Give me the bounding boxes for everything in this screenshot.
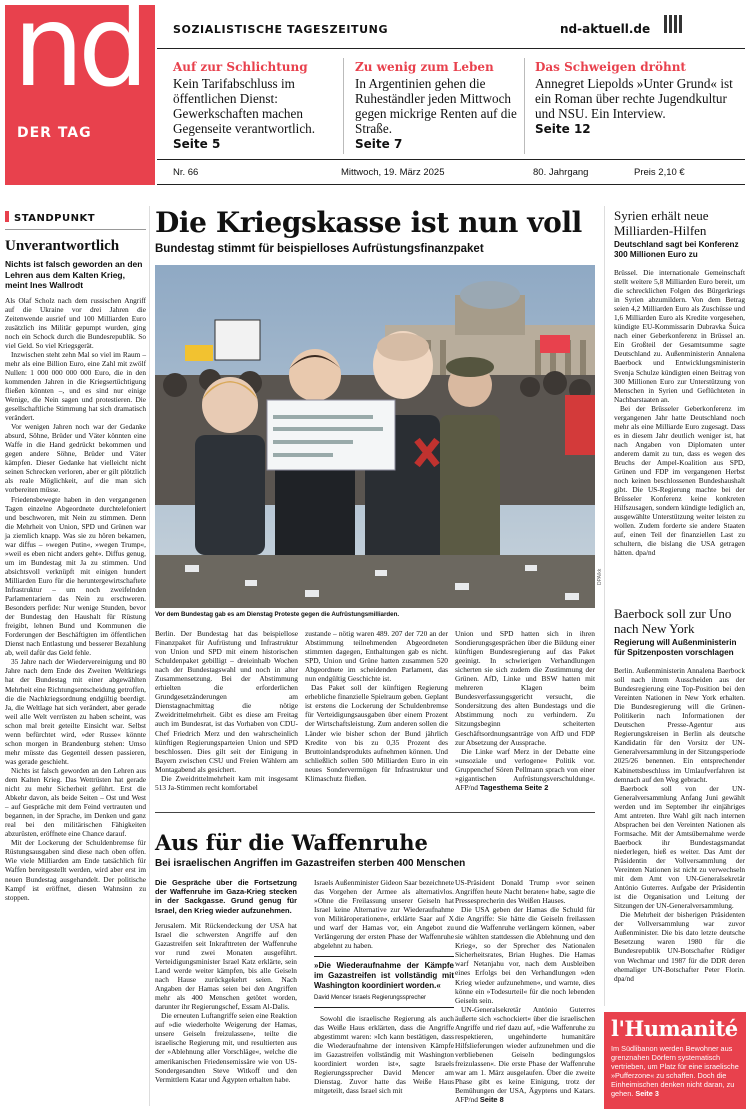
paragraph: Bei der Brüsseler Geberkonferenz im vergangenen Jahr hatte Deutschland noch mehr als eine Milliarde Euro zugesagt. Dass es in diesem Jahr deutlich weniger ist, hat nach Angaben von Diplomaten unter anderem damit zu tun, dass es wegen des Bruchs der Ampel-Koalition aus SPD, Grünen und FDP im vergangenen Herbst noch keinen beschlossenen Bundeshaushalt gibt. Die US-Regierung machte bei der Brüsseler Konferenz keine konkreten Hilfszusagen, sondern kündigte lediglich an, ausgewählte Unterstützung weiter leisten zu wollen. Zudem forderte sie andere Staaten auf, einen Teil der finanziellen Last zu schultern, die bislang die USA getragen hätten. dpa/nd bbox=[614, 403, 745, 558]
divider-section bbox=[155, 812, 595, 813]
paragraph: Als Olaf Scholz nach dem russischen Angriff auf die Ukraine vor drei Jahren die Zeitenwende ausrief und 100 Milliarden Euro zusätzlich ins Militär gepumpt wurden, ging noch ein Schock durch die Bundesrepublik. So viel Geld. So viel Kriegsgerät. bbox=[5, 295, 146, 350]
paragraph: Sowohl die israelische Regierung als auch das Weiße Haus erklärten, dass die Angriffe abgestimmt waren: »Ich kann bestätigen, dass die Wiederaufnahme der intensiven Kämpfe im Gazastreifen vollständig mit Washington koordiniert worden ist«, sagte Israels Regierungssprecher David Mencer am Dienstag. Zuvor hatte das Weiße Haus mitgeteilt, dass Israel sich mit bbox=[314, 1013, 454, 1096]
paragraph: zustande – nötig waren 489. 207 der 720 an der Abstimmung teilnehmenden Abgeordneten stimmten dagegen, Enthaltungen gab es nicht. SPD, Union und Grüne hatten zusammen 520 Abgeordnete im scheidenden Parlament, das nun endgültig Geschichte ist. bbox=[305, 629, 448, 684]
baerbock-article bbox=[614, 607, 745, 983]
page-ref[interactable]: Seite 8 bbox=[479, 1095, 504, 1105]
lead-headline[interactable]: Die Kriegskasse ist nun voll bbox=[155, 206, 582, 239]
pull-quote bbox=[314, 956, 454, 1007]
nd-logo[interactable] bbox=[5, 0, 155, 185]
page-ref[interactable]: Tagesthema Seite 2 bbox=[479, 782, 549, 792]
teaser-3[interactable] bbox=[535, 60, 745, 136]
lead-photo[interactable] bbox=[155, 265, 595, 608]
syria-title[interactable]: Syrien erhält neue Milliarden-Hilfen bbox=[614, 208, 709, 238]
logo-text: nd bbox=[13, 0, 144, 112]
paragraph: Die erneuten Luftangriffe seien eine Reaktion auf »die wiederholte Weigerung der Hamas, unsere Geiseln freizulassen«, teilte die israelische Regierung mit, und resultierten aus der »Ablehnung aller Vorschläge«, welche die amerikanischen Friedensemissäre wie von US-Sondergesandten Steve Witkoff und den Vermittlern Katar und Ägypten erhalten habe. bbox=[155, 1011, 297, 1084]
author-sign: AFP/nd bbox=[455, 782, 479, 792]
standpunkt-body bbox=[5, 296, 146, 902]
paragraph: UN-Generalsekretär António Guterres äußerte sich »schockiert« über die israelischen Angriffe und rief dazu auf, »die Waffenruhe zu respektieren, ungehinderte humanitäre Hilfslieferungen wieder aufzunehmen und die verbliebenen Geiseln bedingungslos freizulassen«. Die erste Phase der Waffenruhe war am 1. März ausgelaufen. Über die zweite Phase gibt es keine Einigung, trotz der Bemühungen der USA, Ägyptens und Katars. AFP/nd Seite 8 bbox=[455, 1004, 595, 1105]
accent-bar bbox=[5, 211, 9, 222]
author-sign: dpa/nd bbox=[614, 973, 634, 983]
paragraph: Vor wenigen Jahren noch war der Gedanke absurd, Söhne, Brüder und Väter könnten eine Waffe in die Hand gedrückt bekommen und gegen andere Söhne, Brüder und Väter kämpfen. Dieser Gedanke hat vielleicht nicht seinen Schrecken verloren, aber er gilt plötzlich als reale Möglichkeit, auf die man sich vorbereiten müsse. bbox=[5, 422, 146, 495]
paragraph: Israels Außenminister Gideon Saar bezeichnete das Vorgehen der Armee als alternativlos. »Ohne die Freilassung unserer Geiseln hat Israel keine Alternative zur Wiederaufnahme von Militäroperationen«, erklärte Saar auf X und warf der Hamas vor, ein Angebot zu Verlängerung der ersten Phase der Waffenruhe abgelehnt zu haben. bbox=[314, 878, 454, 951]
paragraph: Berlin. Außenministerin Annalena Baerbock soll nach ihrem Ausscheiden aus der Bundesregierung eine Top-Position bei den Vereinten Nationen in New York erhalten. Die Bundesregierung will die Grünen-Politikerin nach Informationen der Deutschen Presse-Agentur aus Regierungskreisen in Berlin als deutsche Kandidatin für den Vorsitz der UN-Generalversammlung in der Sitzungsperiode 2025/26 benennen. Ein entsprechender Kabinettsbeschluss im Umlaufverfahren ist demnach auf den Weg gebracht. bbox=[614, 666, 745, 784]
standpunkt-deck: Nichts ist falsch geworden an den Lehren aus dem Kalten Krieg, meint Ines Wallrodt bbox=[5, 259, 143, 290]
teaser-body: Annegret Liepolds »Unter Grund« ist ein Roman über rechte Jugendkultur und NSU. Ein Interview. bbox=[535, 76, 733, 121]
photo-credit: DPA/kk bbox=[597, 568, 603, 585]
teaser-page: Seite 12 bbox=[535, 122, 591, 136]
newspaper-subtitle: SOZIALISTISCHE TAGESZEITUNG bbox=[173, 23, 389, 36]
issue-price: Preis 2,10 € bbox=[634, 167, 685, 178]
issue-volume: 80. Jahrgang bbox=[533, 167, 589, 178]
teaser-2[interactable] bbox=[355, 60, 525, 151]
page-ref: Seite 3 bbox=[635, 1089, 659, 1098]
paragraph: Die Linke warf Merz in der Debatte eine »unsoziale und verlogene« Politik vor. Gruppenchef Sören Pellmann sprach von einer »gigantischen Aufrüstungsverschuldung«. AFP/nd Tagesthema Seite 2 bbox=[455, 746, 595, 792]
humanite-text: Im Südlibanon werden Bewohner aus grenznahen Dörfern systematisch vertrieben, um Platz für eine israelische »Pufferzone« zu schaffen. Doch die Einheimischen denken nicht daran, zu gehen. Seite 3 bbox=[611, 1044, 739, 1098]
lead-col-3 bbox=[455, 629, 595, 792]
photo-caption: Vor dem Bundestag gab es am Dienstag Proteste gegen die Aufrüstungsmilliarden. bbox=[155, 611, 400, 618]
humanite-box[interactable] bbox=[604, 1012, 746, 1109]
quote-text: »Die Wiederaufnahme der Kämpfe im Gazastreifen ist vollständig mit Washington koordiniert worden.« bbox=[314, 961, 454, 990]
divider-left bbox=[5, 229, 146, 230]
paragraph: Die Mehrheit der bisherigen Präsidenten der Vollversammlung war zuvor Außenminister. Die bis dato letzte deutsche Besetzung waren 1980 für die Bundesrepublik UN-Botschafter Rüdiger von Wechmar und 1987 für die DDR deren ehemaliger UN-Botschafter Peter Florin. dpa/nd bbox=[614, 910, 745, 983]
paragraph: Das Paket soll der künftigen Regierung erhebliche finanzielle Spielraum geben. Geplant ist erstens die Lockerung der Schuldenbremse für Verteidigungsausgaben über einem Prozent der Wirtschaftsleistung. Zum anderen sollen die Länder wie bisher schon der Bund jährlich Kredite von bis zu 0,35 Prozent des Bruttoinlandsprodukts aufnehmen können. Und schließlich sollen 500 Milliarden Euro in ein neues Sondervermögen für Infrastruktur und Klimaschutz fließen. bbox=[305, 683, 448, 783]
second-subhead: Bei israelischen Angriffen im Gazastreifen sterben 400 Menschen bbox=[155, 858, 466, 869]
second-lead: Die Gespräche über die Fortsetzung der Waffenruhe im Gaza-Krieg stecken in der Sackgasse. Grund genug für Israel, den Krieg wieder aufzunehmen. bbox=[155, 878, 297, 915]
paragraph: Inzwischen steht zehn Mal so viel im Raum – mehr als eine Billion Euro, eine Zahl mit zwölf Nullen: 1 000 000 000 000 Euro, die in den kommenden Jahren in die Kriegsertüchtigung fließen könnten –, und es sind nur einige Wenige, die Nein sagen und protestieren. Die gesellschaftliche Stimmung hat sich dramatisch verändert. bbox=[5, 349, 146, 423]
paragraph: US-Präsident Donald Trump »vor seinen Angriffen heute Nacht beraten« habe, sagte die Pressesprecherin des Weißen Hauses. bbox=[455, 878, 595, 906]
second-col-3 bbox=[455, 878, 595, 1104]
author-sign: AFP/nd bbox=[455, 1095, 479, 1105]
teaser-body: In Argentinien gehen die Ruheständler jeden Mittwoch gegen mickrige Renten auf die Straße. bbox=[355, 76, 517, 136]
teaser-separator bbox=[343, 58, 344, 154]
teaser-1[interactable] bbox=[173, 60, 343, 151]
paragraph: Die USA geben der Hamas die Schuld für die Angriffe: Sie hätte die Geiseln freilassen und die Waffenruhe verlängern können, »aber sie wählten stattdessen die Ablehnung und den Krieg«, so der Sprecher des Nationalen Sicherheitsrates, Brian Hughes. Die Hamas warf Netanjahu vor, nach dem Ausbleiben eines Erfolgs bei den Verhandlungen »den Krieg wieder aufzunehmen«, und warnte, dies könne ein »Todesurteil« für die noch lebenden Geiseln sein. bbox=[455, 905, 595, 1005]
paragraph: Nichts ist falsch geworden an den Lehren aus dem Kalten Krieg. Das Wettrüsten hat gerade nicht zu mehr Sicherheit geführt. Erst die Abkehr davon, als beide Seiten – Ost und West – auf Gespräche mit dem Feind vertrauten und begannen, in der Sprache, im Denken und ganz real bei den militärischen Fähigkeiten abzurüsten, eröffnete eine Chance darauf. bbox=[5, 765, 146, 839]
teaser-page: Seite 7 bbox=[355, 137, 403, 151]
divider-issue-top bbox=[157, 159, 745, 160]
standpunkt-title[interactable]: Unverantwortlich bbox=[5, 238, 120, 254]
divider-top bbox=[157, 48, 745, 49]
paragraph: Union und SPD hatten sich in ihren Sondierungsgesprächen über die Bildung einer künftigen Bundesregierung auf das Paket geeinigt. In schwierigen Verhandlungen sicherten sie sich zudem die Zustimmung der Grünen. AfD, Linke und BSW hatten mit mehreren Klagen beim Bundesverfassungsgericht versucht, die Sondersitzung des alten Bundestags und die Abstimmung noch zu verhindern. Zu Sitzungsbeginn scheiterten Geschäftsordnungsanträge von AfD und FDP zur Absetzung der Aussprache. bbox=[455, 629, 595, 747]
quote-author: David Mencer Israels Regierungssprecher bbox=[314, 994, 427, 1001]
baerbock-title[interactable]: Baerbock soll zur Uno nach New York bbox=[614, 606, 732, 636]
syria-body bbox=[614, 268, 745, 558]
standpunkt-label: STANDPUNKT bbox=[5, 211, 95, 224]
paragraph: Jerusalem. Mit Rückendeckung der USA hat Israel die schwersten Angriffe auf den Gazastreifen seit Inkrafttreten der Waffenruhe vor rund zwei Monaten ausgeführt. Verteidigungsminister Israel Katz erklärte, sein Land werde weiter kämpfen, bis alle Geiseln nach Hause zurückgekehrt seien. Nach Angaben der Hamas seien bei den Angriffen mehr als 400 Menschen getötet worden, darunter ihr Regierungschef, Essam Al-Dalis. bbox=[155, 920, 297, 1012]
column-separator bbox=[604, 206, 605, 1006]
second-headline[interactable]: Aus für die Waffenruhe bbox=[155, 830, 428, 855]
syria-deck: Deutschland sagt bei Konferenz 300 Millionen Euro zu bbox=[614, 240, 739, 259]
teaser-separator bbox=[524, 58, 525, 154]
paragraph: Die Zweidrittelmehrheit kam mit insgesamt 513 Ja-Stimmen recht komfortabel bbox=[155, 773, 298, 792]
column-separator bbox=[149, 206, 150, 1106]
lead-subhead: Bundestag stimmt für beispielloses Aufrüstungsfinanzpaket bbox=[155, 243, 484, 255]
issue-date: Mittwoch, 19. März 2025 bbox=[341, 167, 445, 178]
paragraph: Mit der Lockerung der Schuldenbremse für Rüstungsausgaben sind diese nach oben offen. Wie viele Milliarden am Ende tatsächlich für Waffen bereitgestellt werden, wird aber erst im neuen Bundestag ausgehandelt. Der politische Kampf ist eröffnet, diesen Wahnsinn zu stoppen. bbox=[5, 838, 146, 902]
paragraph: Baerbock soll von der UN-Generalversammlung Anfang Juni gewählt werden und im September ihr einjähriges Amt antreten. Ihre Wahl gilt nach internen Absprachen bei den Vereinten Nationen als Formsache. Mit der Amtsübernahme werde Baerbock ihr Bundestagsmandat niederlegen, hieß es weiter. Das Amt der Präsidentin der Vollversammlung der Vereinten Nationen ist nicht zu verwechseln mit dem Amt von UN-Generalsekretär António Guterres. Aufgabe der Präsidentin ist die Organisation und Leitung der Sitzungen der UN-Generalversammlung. bbox=[614, 783, 745, 911]
paragraph: Friedensbewegte haben in den vergangenen Tagen einzelne Abgeordnete durchtelefoniert und beschworen, mit Nein zu stimmen. Denn die Mehrheit von Union, SPD und Grünen war ja ziemlich knapp. Was sie zu hören bekamen, war diffus – »wegen Putin«, »wegen Trump«, »weil es eben nicht anders geht«. Diffus genug, um im Bundestag mit Ja zu stimmen. Und absichtsvoll verknüpft mit einigen hundert Milliarden Euro für die heruntergewirtschaftete Infrastruktur – um noch zweifelnden Parlamentariern das Nein zu erschweren. Besonders perfide: Nur wenige Stunden, bevor der Bundestag den Haushalt für Rüstung freigibt, lehnen Bund und Kommunen die Forderungen der Beschäftigten im öffentlichen Dienst nach Entlastung und besserer Bezahlung ab, weil dafür das Geld fehle. bbox=[5, 494, 146, 658]
issue-number: Nr. 66 bbox=[173, 167, 199, 178]
author-sign: dpa/nd bbox=[635, 548, 656, 558]
teaser-page: Seite 5 bbox=[173, 137, 221, 151]
standpunkt-article bbox=[5, 238, 146, 902]
lead-col-1 bbox=[155, 629, 298, 792]
humanite-logo: l'Humanité bbox=[611, 1016, 738, 1041]
teaser-kicker: Auf zur Schlichtung bbox=[173, 60, 308, 74]
logo-subtitle: DER TAG bbox=[17, 125, 92, 141]
divider-issue-bottom bbox=[157, 184, 745, 185]
teaser-kicker: Das Schweigen dröhnt bbox=[535, 60, 686, 74]
paragraph: Brüssel. Die internationale Gemeinschaft stellt weitere 5,8 Milliarden Euro bereit, um die schrecklichen Folgen des Bürgerkriegs in Syrien abzumildern. Von dem Betrag seien 4,2 Milliarden Euro als Zuschüsse und 1,6 Milliarden Euro als Kredite vorgesehen, kündigte EU-Kommissarin Dubravka Šuica nach einer Geberkonferenz in Brüssel an. Ein Großteil der Gesamtsumme sagte Deutschland zu. Außenministerin Annalena Baerbock und Entwicklungsministerin Svenja Schulze kündigten einen Beitrag von 300 Millionen Euro zur Unterstützung von Menschen in Syrien und Geflüchteten in Nachbarstaaten an. bbox=[614, 268, 745, 404]
syria-article bbox=[614, 209, 745, 558]
teaser-body: Kein Tarifabschluss im öffentlichen Dienst: Gewerkschaften machen Gegenseite verantwortlich. bbox=[173, 76, 316, 136]
paragraph: 35 Jahre nach der Wiedervereinigung und 80 Jahre nach dem Ende des Zweiten Weltkriegs hat der Bundestag mit einer abgewählten Mehrheit eine Richtungsentscheidung getroffen, die die Nachkriegsordnung endgültig beerdigt. Ja, die Weltlage hat sich verändert, aber gerade weil alle Welt verrüsten zu haben scheint, was schon mal breit geteilte Einsicht war. Selbst wenn befürchtet wird, »der Russe« könnte schon morgen in Brandenburg stehen: Umso mehr müsste das Gegenteil dessen passieren, was gerade geschieht. bbox=[5, 657, 146, 766]
second-col-1 bbox=[155, 878, 297, 1084]
baerbock-body bbox=[614, 666, 745, 983]
teaser-kicker: Zu wenig zum Leben bbox=[355, 60, 494, 74]
baerbock-deck: Regierung will Außenministerin für Spitzenposten vorschlagen bbox=[614, 638, 737, 657]
protest-photo-illustration bbox=[155, 265, 595, 608]
lead-col-2 bbox=[305, 629, 448, 783]
second-col-2 bbox=[314, 878, 454, 1095]
website-link[interactable]: nd-aktuell.de bbox=[560, 22, 651, 36]
paragraph: Berlin. Der Bundestag hat das beispiellose Finanzpaket für Aufrüstung und Infrastruktur von Union und SPD mit einem historischen Schuldenpaket gebilligt – dreieinhalb Wochen nach der Bundestagswahl und noch in alter Zusammensetzung. Bei der Abstimmung erhielten die erforderlichen Grundgesetzänderungen am Dienstagnachmittag die nötige Zweidrittelmehrheit. Gibt es diese am Freitag auch im Bundesrat, ist das Vorhaben von CDU-Chef Friedrich Merz und den wahrscheinlich künftigen Regierungsparteien Union und SPD beschlossen. Dies gilt seit der Einigung in Bayern zwischen CSU und Freien Wählern am Montagabend als gesichert. bbox=[155, 629, 298, 774]
qr-code-icon bbox=[664, 15, 682, 33]
